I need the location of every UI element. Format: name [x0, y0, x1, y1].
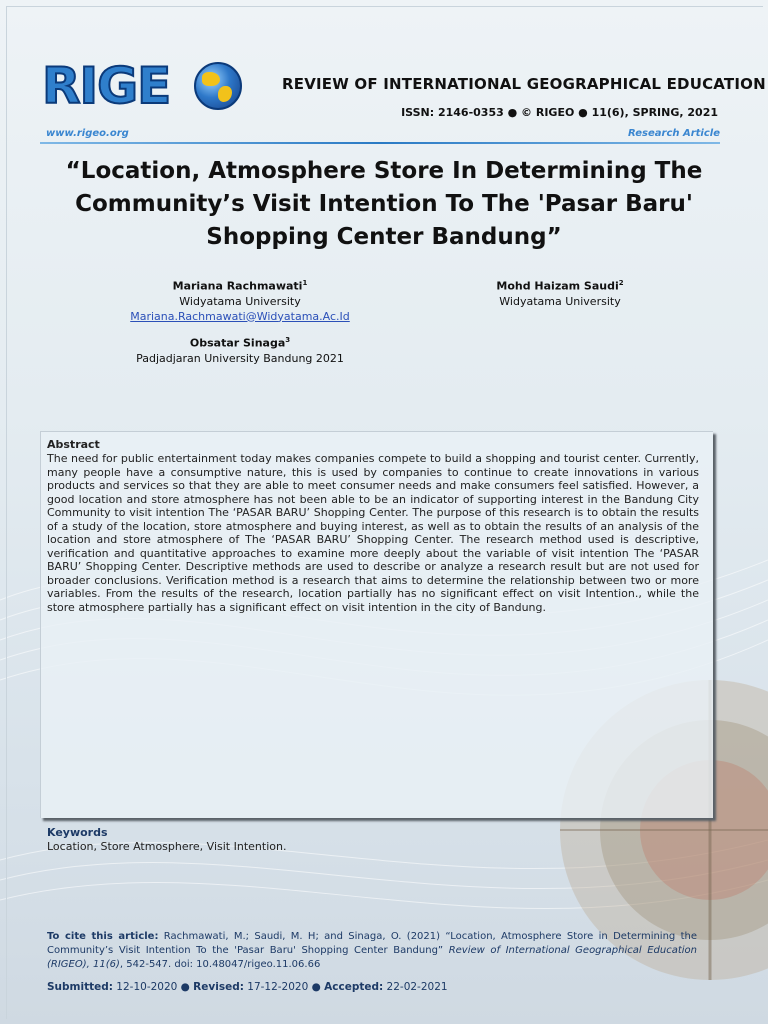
author-3 — [90, 333, 390, 366]
author-superscript: 2 — [618, 279, 624, 287]
citation-journal: Review of International Geographical Education (RIGEO), 11(6) — [47, 945, 697, 970]
header-divider — [40, 142, 720, 144]
citation-label: To cite this article: — [47, 931, 159, 942]
journal-title: REVIEW OF INTERNATIONAL GEOGRAPHICAL EDUCATION — [282, 75, 766, 93]
author-email-link[interactable]: Mariana.Rachmawati@Widyatama.Ac.Id — [130, 309, 350, 323]
author-1 — [90, 276, 390, 324]
author-name: Mohd Haizam Saudi — [496, 279, 619, 293]
revised-date: 17-12-2020 ● — [243, 981, 325, 993]
keywords-heading: Keywords — [47, 826, 108, 839]
paper-title: “Location, Atmosphere Store In Determining The Community’s Visit Intention To The 'Pasar Baru' Shopping Center Bandung” — [65, 158, 703, 250]
citation-text: Rachmawati, M.; Saudi, M. H; and Sinaga, O. (2021) “Location, Atmosphere Store in Determining the Community’s Visit Intention To the 'Pasar Baru' Shopping Center Bandung” — [47, 931, 698, 956]
abstract-box — [40, 431, 713, 818]
site-bar — [40, 128, 720, 146]
website-link[interactable]: www.rigeo.org — [46, 128, 129, 139]
submitted-label: Submitted: — [47, 981, 113, 993]
author-2 — [410, 276, 710, 309]
citation-tail: , 542-547. doi: 10.48047/rigeo.11.06.66 — [119, 959, 321, 970]
abstract-text: The need for public entertainment today makes companies compete to build a shopping and tourist center. Currently, many people have a consumptive nature, this is used by companies to continue to create innovations in various products and services so that they are able to meet consumer needs and make consumers feel satisfied. However, a good location and store atmosphere has not been able to be an indicator of supporting interest in the Bandung City Community to visit intention The ‘PASAR BARU’ Shopping Center. The purpose of this research is to obtain the results of a study of the location, store atmosphere and buying interest, as well as to obtain the results of an analysis of the location and store atmosphere of The ‘PASAR BARU’ Shopping Center. The research method used is descriptive, verification and quantitative approaches to examine more deeply about the variable of visit intention The ‘PASAR BARU’ Shopping Center. Descriptive methods are used to describe or analyze a research result but are not used for broader conclusions. Verification method is a research that aims to determine the relationship between two or more variables. From the results of the research, location partially has no significant effect on visit Intention., while the store atmosphere partially has a significant effect on visit intention in the city of Bandung. — [47, 452, 699, 614]
accepted-date: 22-02-2021 — [383, 981, 448, 993]
issn-line: ISSN: 2146-0353 ● © RIGEO ● 11(6), SPRING, 2021 — [401, 106, 718, 119]
author-superscript: 1 — [302, 279, 308, 287]
revised-label: Revised: — [193, 981, 244, 993]
author-superscript: 3 — [285, 336, 291, 344]
rigeo-logo — [42, 58, 242, 114]
dates-line — [47, 981, 448, 993]
accepted-label: Accepted: — [324, 981, 384, 993]
keywords-text: Location, Store Atmosphere, Visit Intention. — [47, 840, 287, 853]
abstract-heading: Abstract — [47, 438, 100, 451]
author-affiliation: Padjadjaran University Bandung 2021 — [136, 351, 344, 365]
author-affiliation: Widyatama University — [499, 294, 621, 308]
author-name: Obsatar Sinaga — [189, 336, 286, 350]
author-name: Mariana Rachmawati — [172, 279, 303, 293]
citation-block — [47, 930, 697, 972]
logo-text: RIGE — [42, 57, 171, 115]
author-affiliation: Widyatama University — [179, 294, 301, 308]
article-type-label: Research Article — [628, 128, 720, 139]
submitted-date: 12-10-2020 ● — [112, 981, 194, 993]
globe-icon — [194, 62, 242, 110]
